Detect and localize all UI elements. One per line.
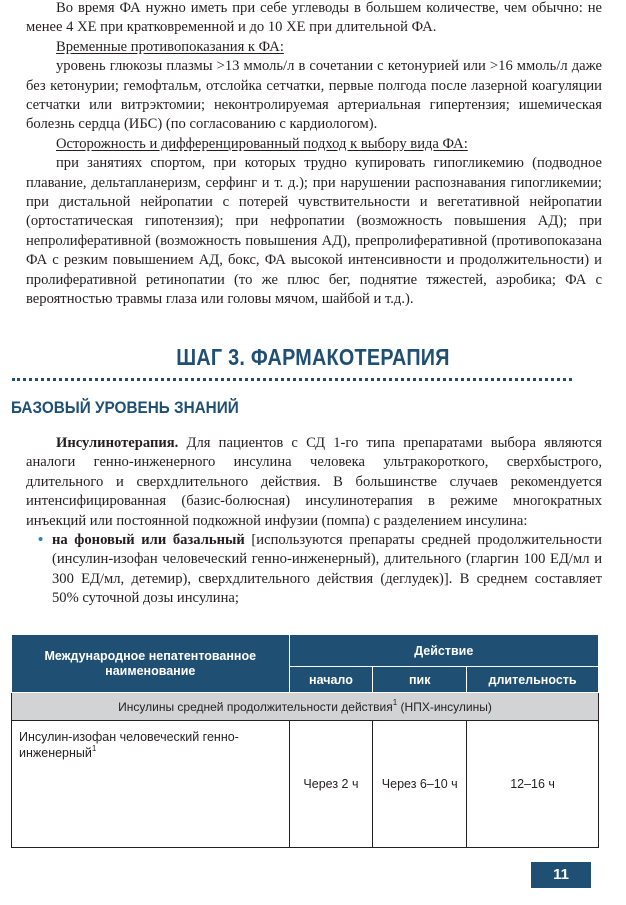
header-duration: длительность bbox=[467, 667, 599, 693]
header-start: начало bbox=[289, 667, 373, 693]
contraindications-heading: Временные противопоказания к ФА: bbox=[56, 38, 284, 55]
intro-block bbox=[26, 0, 602, 310]
insulin-table bbox=[11, 634, 599, 848]
row-name: Инсулин-изофан человеческий генно-инженерный$^1$ bbox=[12, 721, 290, 848]
page-number: 11 bbox=[531, 862, 591, 888]
insulin-lead: Инсулинотерапия. bbox=[56, 435, 179, 451]
dotted-divider bbox=[12, 378, 572, 381]
header-name: Международное непатентованное наименование bbox=[12, 635, 290, 693]
section-title: БАЗОВЫЙ УРОВЕНЬ ЗНАНИЙ bbox=[11, 398, 239, 417]
group-row: Инсулины средней продолжительности действия$^1$ (НПХ-инсулины) bbox=[12, 693, 599, 721]
insulin-paragraph: Инсулинотерапия. Для пациентов с СД 1-го типа препаратами выбора являются аналоги генно-инженерного инсулина человека ультракороткого, сверхбыстрого, длительного и сверхдлительного действия. В большинстве случаев рекомендуется интенсифицированная (базис-болюсная) инсулинотерапия в режиме многократных инъекций или постоянной подкожной инфузии (помпа) с разделением инсулина: bbox=[26, 435, 602, 529]
table-row bbox=[12, 721, 599, 848]
header-peak: пик bbox=[373, 667, 467, 693]
contraindications-text: уровень глюкозы плазмы >13 ммоль/л в сочетании с кетонурией или >16 ммоль/л даже без кетонурии; гемофтальм, отслойка сетчатки, первые полгода после лазерной коагуляции сетчатки или витрэктомии; неконтролируемая артериальная гипертензия; ишемическая болезнь сердца (ИБС) (по согласованию с кардиологом). bbox=[26, 58, 602, 133]
header-action: Действие bbox=[289, 635, 598, 667]
caution-text: при занятиях спортом, при которых трудно купировать гипогликемию (подводное плавание, дельтапланеризм, серфинг и т. д.); при нарушении распознавания гипогликемии; при дистальной нейропатии с потерей чувствительности и вегетативной нейропатии (ортостатическая гипотензия); при нефропатии (возможность повышения АД); при непролиферативной (возможность повышения АД), препролиферативной (противопоказана ФА с резким повышением АД, бокс, ФА высокой интенсивности и продолжительности) и пролиферативной ретинопатии (то же плюс бег, поднятие тяжестей, аэробика; ФА с вероятностью травмы глаза или головы мячом, шайбой и т.д.). bbox=[26, 155, 602, 308]
bullet-lead: на фоновый или базальный bbox=[52, 532, 245, 549]
step-title: ШАГ 3. ФАРМАКОТЕРАПИЯ bbox=[176, 344, 450, 370]
row-peak: Через 6–10 ч bbox=[373, 721, 467, 848]
bullet-dot-icon: • bbox=[38, 532, 44, 549]
insulin-block bbox=[26, 434, 602, 609]
intro-paragraph: Во время ФА нужно иметь при себе углеводы в большем количестве, чем обычно: не менее 4 ХЕ при кратковременной и до 10 ХЕ при длительной ФА. bbox=[26, 0, 602, 36]
row-start: Через 2 ч bbox=[289, 721, 373, 848]
row-duration: 12–16 ч bbox=[467, 721, 599, 848]
bullet-item: • на фоновый или базальный [используются препараты средней продолжительности (инсулин-изофан человеческий генно-инженерный), длительного (гларгин 100 ЕД/мл и 300 ЕД/мл, детемир), сверхдлительного действия (деглудек)]. В среднем составляет 50% суточной дозы инсулина; bbox=[38, 532, 602, 607]
caution-heading: Осторожность и дифференцированный подход к выбору вида ФА: bbox=[56, 135, 468, 152]
